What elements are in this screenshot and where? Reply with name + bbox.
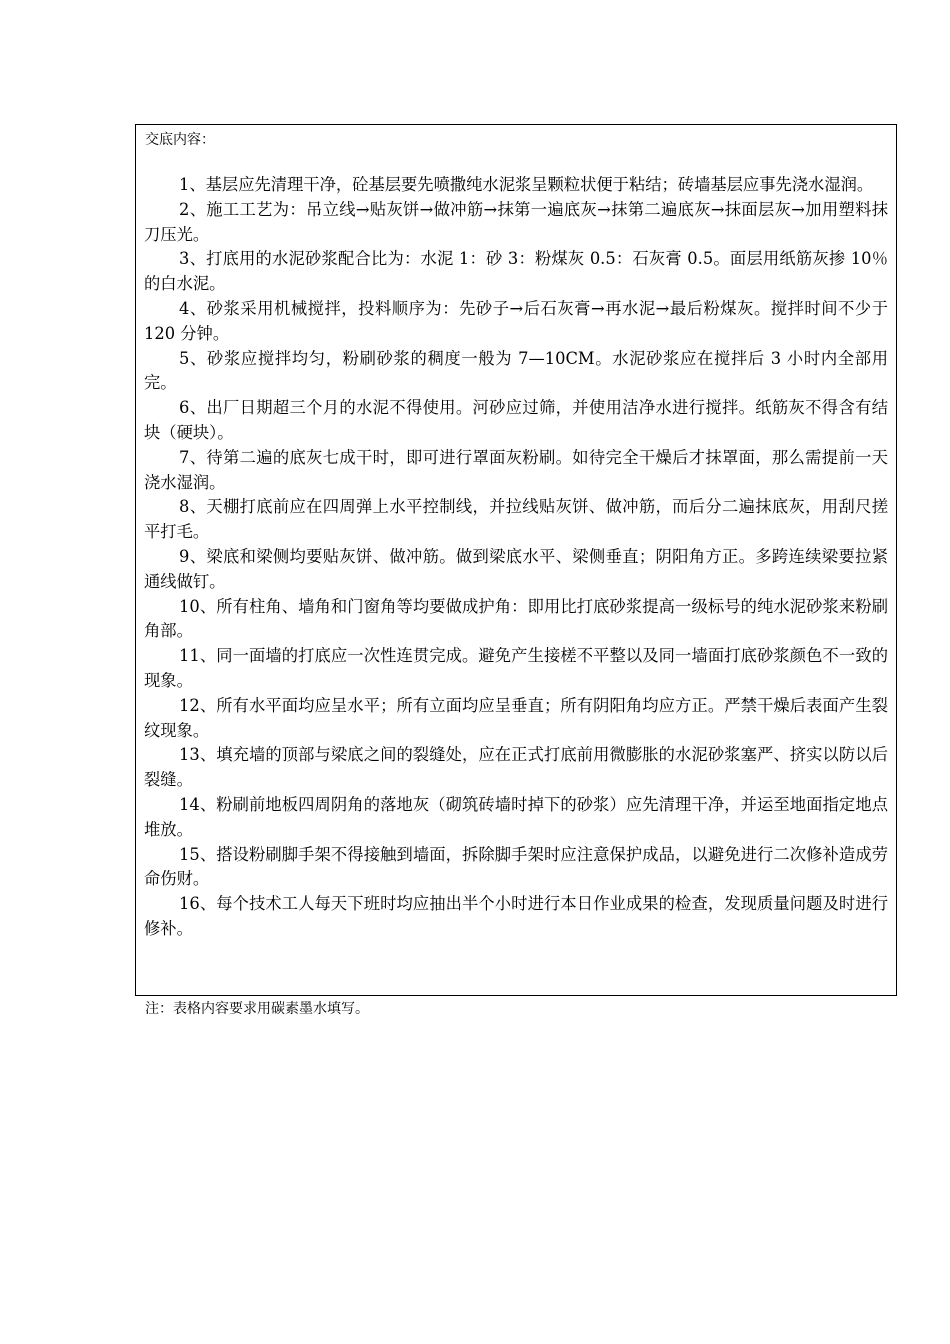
content-heading: 交底内容： <box>145 132 215 148</box>
disclosure-item: 8、天棚打底前应在四周弹上水平控制线，并拉线贴灰饼、做冲筋，而后分二遍抹底灰，用刮尺搓平打毛。 <box>144 497 888 542</box>
disclosure-item: 10、所有柱角、墙角和门窗角等均要做成护角：即用比打底砂浆提高一级标号的纯水泥砂浆来粉刷角部。 <box>144 596 888 641</box>
disclosure-item: 12、所有水平面均应呈水平；所有立面均应呈垂直；所有阴阳角均应方正。严禁干燥后表面产生裂纹现象。 <box>144 695 888 740</box>
disclosure-item: 3、打底用的水泥砂浆配合比为：水泥 1：砂 3：粉煤灰 0.5：石灰膏 0.5。面层用纸筋灰掺 10％的白水泥。 <box>144 249 888 294</box>
disclosure-item: 11、同一面墙的打底应一次性连贯完成。避免产生接槎不平整以及同一墙面打底砂浆颜色不一致的现象。 <box>144 646 888 690</box>
disclosure-item: 7、待第二遍的底灰七成干时，即可进行罩面灰粉刷。如待完全干燥后才抹罩面，那么需提前一天浇水湿润。 <box>144 447 888 492</box>
disclosure-item-list <box>144 173 888 942</box>
disclosure-item: 9、梁底和梁侧均要贴灰饼、做冲筋。做到梁底水平、梁侧垂直；阴阳角方正。多跨连续梁要拉紧通线做钉。 <box>144 546 888 591</box>
disclosure-item: 14、粉刷前地板四周阴角的落地灰（砌筑砖墙时掉下的砂浆）应先清理干净，并运至地面指定地点堆放。 <box>144 794 888 839</box>
footnote: 注：表格内容要求用碳素墨水填写。 <box>145 1001 369 1017</box>
disclosure-item: 4、砂浆采用机械搅拌，投料顺序为：先砂子→后石灰膏→再水泥→最后粉煤灰。搅拌时间不少于 120 分钟。 <box>144 298 888 343</box>
disclosure-content-box <box>135 124 897 996</box>
disclosure-item: 5、砂浆应搅拌均匀，粉刷砂浆的稠度一般为 7—10CM。水泥砂浆应在搅拌后 3 小时内全部用完。 <box>144 348 888 393</box>
disclosure-item: 16、每个技术工人每天下班时均应抽出半个小时进行本日作业成果的检查，发现质量问题及时进行修补。 <box>144 894 888 938</box>
disclosure-item: 1、基层应先清理干净，砼基层要先喷撒纯水泥浆呈颗粒状便于粘结；砖墙基层应事先浇水湿润。 <box>179 175 874 194</box>
disclosure-item: 13、填充墙的顶部与梁底之间的裂缝处，应在正式打底前用微膨胀的水泥砂浆塞严、挤实以防以后裂缝。 <box>144 745 888 790</box>
disclosure-item: 6、出厂日期超三个月的水泥不得使用。河砂应过筛，并使用洁净水进行搅拌。纸筋灰不得含有结块（硬块）。 <box>144 398 888 442</box>
disclosure-item: 15、搭设粉刷脚手架不得接触到墙面，拆除脚手架时应注意保护成品，以避免进行二次修补造成劳命伤财。 <box>144 844 888 889</box>
disclosure-item: 2、施工工艺为：吊立线→贴灰饼→做冲筋→抹第一遍底灰→抹第二遍底灰→抹面层灰→加用塑料抹刀压光。 <box>144 199 888 244</box>
